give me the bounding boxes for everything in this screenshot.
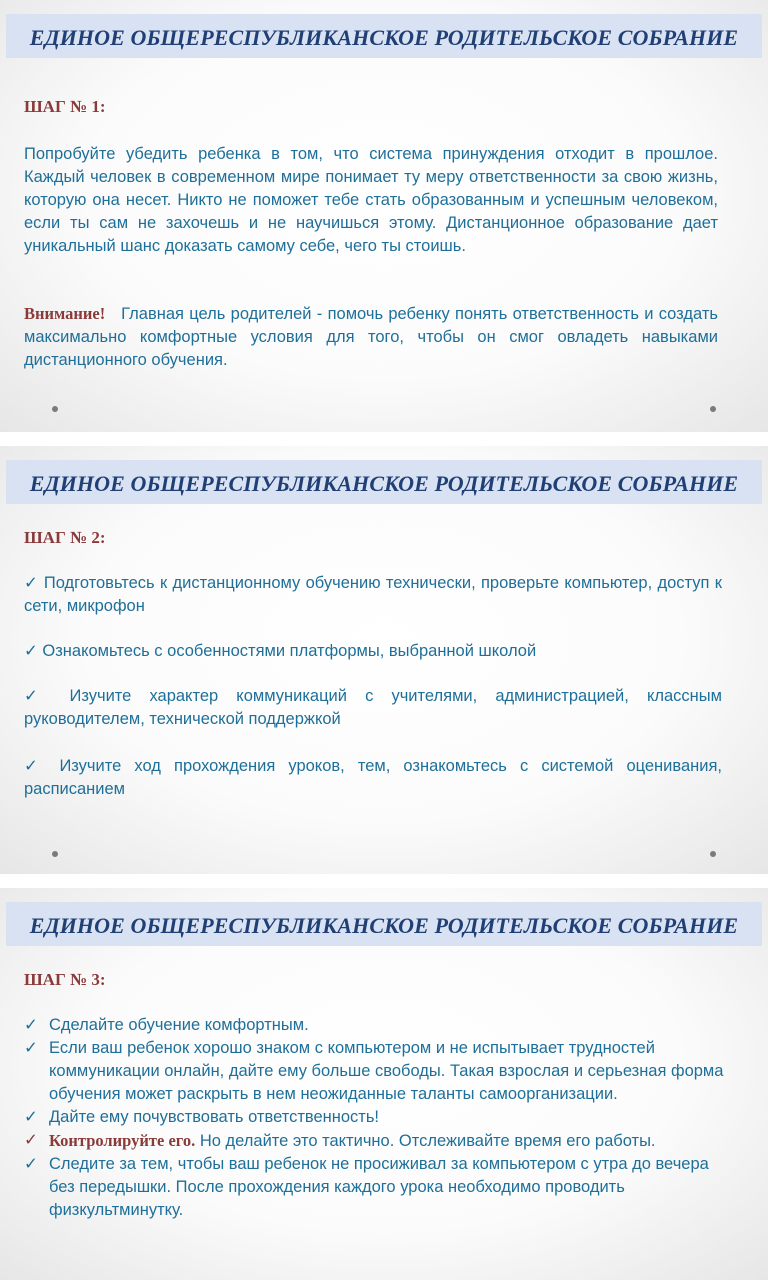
list-item: ✓ Дайте ему почувствовать ответственность! bbox=[24, 1106, 724, 1129]
slide-title: ЕДИНОЕ ОБЩЕРЕСПУБЛИКАНСКОЕ РОДИТЕЛЬСКОЕ СОБРАНИЕ bbox=[29, 913, 739, 938]
slide-nav-dot-icon bbox=[710, 406, 716, 412]
list-item: ✓ Следите за тем, чтобы ваш ребенок не просиживал за компьютером с утра до вечера без передышки. После прохождения каждого урока необходимо проводить физкультминутку. bbox=[24, 1153, 724, 1222]
slide-title-banner bbox=[6, 460, 762, 504]
slide-1 bbox=[0, 0, 768, 432]
step-checklist bbox=[24, 1014, 724, 1222]
step-heading: ШАГ № 1: bbox=[24, 97, 106, 116]
list-item: ✓ Подготовьтесь к дистанционному обучению технически, проверьте компьютер, доступ к сети, микрофон bbox=[24, 574, 722, 615]
slide-title-banner bbox=[6, 14, 762, 58]
list-item: ✓ Контролируйте его. Но делайте это тактично. Отслеживайте время его работы. bbox=[24, 1129, 724, 1153]
step-heading: ШАГ № 3: bbox=[24, 970, 106, 989]
step-paragraph: Попробуйте убедить ребенка в том, что система принуждения отходит в прошлое. Каждый человек в современном мире понимает ту меру ответственности за свою жизнь, которую она несет. Никто не поможет тебе стать образованным и успешным человеком, если ты сам не захочешь и не научишься этому. Дистанционное образование дает уникальный шанс доказать самому себе, чего ты стоишь. bbox=[24, 145, 718, 255]
attention-text: Главная цель родителей - помочь ребенку понять ответственность и создать максимально комфортные условия для того, чтобы он смог овладеть навыками дистанционного обучения. bbox=[24, 305, 718, 369]
checkmark-icon: ✓ bbox=[24, 1131, 38, 1149]
slide-2 bbox=[0, 446, 768, 874]
list-item: ✓ Изучите ход прохождения уроков, тем, ознакомьтесь с системой оценивания, расписанием bbox=[24, 757, 722, 798]
highlight-text: Контролируйте его. bbox=[49, 1131, 196, 1150]
slide-nav-dot-icon bbox=[52, 851, 58, 857]
checkmark-icon: ✓ bbox=[24, 1039, 38, 1057]
attention-paragraph bbox=[24, 302, 718, 372]
slide-title: ЕДИНОЕ ОБЩЕРЕСПУБЛИКАНСКОЕ РОДИТЕЛЬСКОЕ СОБРАНИЕ bbox=[29, 471, 739, 496]
slide-nav-dot-icon bbox=[710, 851, 716, 857]
checkmark-icon: ✓ bbox=[24, 1108, 38, 1126]
list-item: ✓ Сделайте обучение комфортным. bbox=[24, 1014, 724, 1037]
slide-3 bbox=[0, 888, 768, 1280]
list-item: ✓ Ознакомьтесь с особенностями платформы, выбранной школой bbox=[24, 642, 537, 660]
list-item: ✓ Если ваш ребенок хорошо знаком с компьютером и не испытывает трудностей коммуникации онлайн, дайте ему больше свободы. Такая взрослая и серьезная форма обучения может раскрыть в нем неожиданные таланты самоорганизации. bbox=[24, 1037, 724, 1106]
attention-label: Внимание! bbox=[24, 304, 106, 323]
checkmark-icon: ✓ bbox=[24, 1016, 38, 1034]
step-heading: ШАГ № 2: bbox=[24, 528, 106, 547]
slide-title: ЕДИНОЕ ОБЩЕРЕСПУБЛИКАНСКОЕ РОДИТЕЛЬСКОЕ СОБРАНИЕ bbox=[29, 25, 739, 50]
slide-title-banner bbox=[6, 902, 762, 946]
checkmark-icon: ✓ bbox=[24, 1155, 38, 1173]
list-item: ✓ Изучите характер коммуникаций с учителями, администрацией, классным руководителем, технической поддержкой bbox=[24, 687, 722, 728]
slide-nav-dot-icon bbox=[52, 406, 58, 412]
